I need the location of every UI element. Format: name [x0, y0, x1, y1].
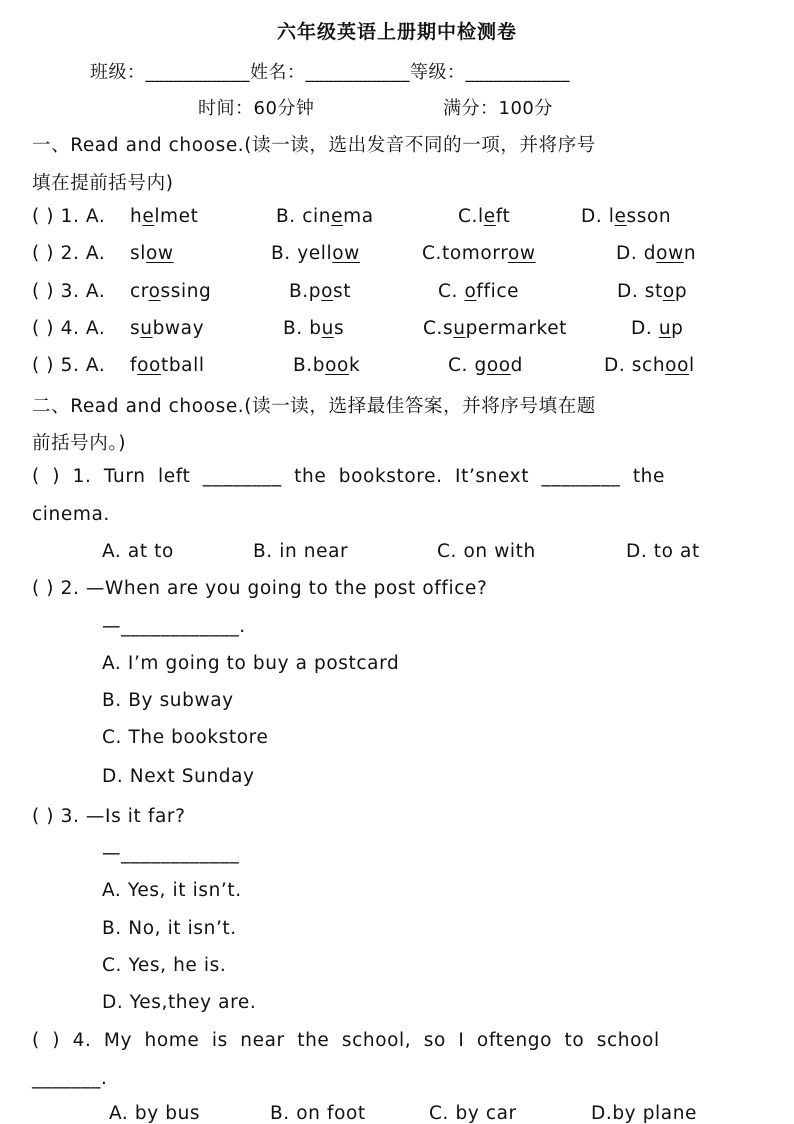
- q3-prefix: ( ) 3. A.: [32, 281, 106, 302]
- option-text: C.l: [458, 206, 484, 227]
- option-text: B. b: [283, 318, 322, 339]
- option-text: B.p: [289, 281, 322, 302]
- time-info: 时间：60分钟: [198, 98, 315, 119]
- option-text: st: [333, 281, 352, 302]
- underlined-letters: u: [658, 318, 672, 339]
- underlined-letters: oo: [665, 355, 689, 376]
- option-text: D. sch: [604, 355, 666, 376]
- s1-q2-option-c: [422, 243, 536, 264]
- option-text: B. cin: [276, 206, 332, 227]
- underlined-letters: oo: [137, 355, 161, 376]
- info-row: [90, 58, 570, 84]
- underlined-letters: ow: [145, 243, 174, 264]
- s1-q5-option-d: [604, 355, 695, 376]
- option-text: D. l: [581, 206, 615, 227]
- q1-stem-cont: cinema.: [32, 504, 110, 525]
- s1-q5-option-a: [130, 355, 205, 376]
- q4-option-a: A. by bus: [109, 1103, 201, 1124]
- section2-heading-2: 前括号内。): [32, 433, 127, 454]
- q2-blank: —____________.: [102, 616, 246, 637]
- s1-q1-option-a: [130, 206, 199, 227]
- underlined-letters: oo: [486, 355, 511, 376]
- q4-option-b: B. on foot: [270, 1103, 366, 1124]
- option-text: p: [674, 281, 688, 302]
- s1-q5-option-c: [448, 355, 523, 376]
- option-text: C. g: [448, 355, 487, 376]
- q4-option-c: C. by car: [429, 1103, 517, 1124]
- page-title: 六年级英语上册期中检测卷: [276, 21, 517, 43]
- s1-q3-option-c: [438, 281, 519, 302]
- section1-heading-2: 填在提前括号内): [32, 173, 174, 194]
- option-text: C.: [438, 281, 465, 302]
- option-text: k: [348, 355, 361, 376]
- option-text: l: [689, 355, 695, 376]
- option-text: lmet: [154, 206, 199, 227]
- q4-stem-cont: _______.: [32, 1068, 108, 1089]
- grade-label: 等级：: [410, 62, 466, 83]
- q4-option-d: D.by plane: [591, 1103, 698, 1124]
- name-label: 姓名：: [250, 62, 306, 83]
- option-text: permarket: [465, 318, 568, 339]
- s1-q2-option-b: [271, 243, 360, 264]
- grade-blank: ___________: [465, 62, 570, 83]
- underlined-letters: o: [148, 281, 161, 302]
- q1-option-c: C. on with: [437, 541, 536, 562]
- underlined-letters: u: [140, 318, 153, 339]
- q3-blank: —____________: [102, 843, 240, 864]
- option-text: tball: [160, 355, 205, 376]
- s1-q1-option-d: [581, 206, 671, 227]
- underlined-letters: oo: [325, 355, 349, 376]
- q2-option-a: A. I’m going to buy a postcard: [102, 653, 400, 674]
- q3-option-b: B. No, it isn’t.: [102, 918, 237, 939]
- class-blank: ___________: [145, 62, 250, 83]
- option-text: p: [671, 318, 684, 339]
- option-text: h: [130, 206, 143, 227]
- underlined-letters: o: [662, 281, 675, 302]
- q1-option-d: D. to at: [626, 541, 700, 562]
- underlined-letters: u: [321, 318, 334, 339]
- s1-q1-option-c: [458, 206, 510, 227]
- q5-prefix: ( ) 5. A.: [32, 355, 106, 376]
- underlined-letters: e: [331, 206, 344, 227]
- option-text: s: [333, 318, 345, 339]
- q1-stem: ( ) 1. Turn left ________ the bookstore. It’snext ________ the: [32, 466, 665, 487]
- option-text: sson: [626, 206, 672, 227]
- score-info: 满分：100分: [443, 98, 553, 119]
- s1-q5-option-b: [293, 355, 360, 376]
- name-blank: ___________: [305, 62, 410, 83]
- s1-q3-option-a: [130, 281, 211, 302]
- q2-option-b: B. By subway: [102, 690, 234, 711]
- section2-heading-1: 二、Read and choose.(读一读，选择最佳答案，并将序号填在题: [32, 396, 596, 417]
- option-text: C.s: [423, 318, 454, 339]
- option-text: ft: [495, 206, 511, 227]
- underlined-letters: e: [142, 206, 155, 227]
- q3-option-a: A. Yes, it isn’t.: [102, 880, 242, 901]
- option-text: s: [130, 318, 141, 339]
- option-text: sl: [130, 243, 146, 264]
- q4-stem: ( ) 4. My home is near the school, so I oftengo to school: [32, 1030, 660, 1051]
- underlined-letters: e: [614, 206, 627, 227]
- option-text: B. yell: [271, 243, 333, 264]
- q3-option-d: D. Yes,they are.: [102, 992, 257, 1013]
- underlined-letters: ow: [332, 243, 360, 264]
- option-text: bway: [152, 318, 205, 339]
- underlined-letters: u: [453, 318, 466, 339]
- option-text: n: [683, 243, 697, 264]
- option-text: C.tomorr: [422, 243, 508, 264]
- q2-option-d: D. Next Sunday: [102, 766, 255, 787]
- s1-q4-option-b: [283, 318, 344, 339]
- q3-option-c: C. Yes, he is.: [102, 955, 227, 976]
- s1-q3-option-d: [617, 281, 687, 302]
- option-text: D. d: [616, 243, 657, 264]
- s1-q4-option-a: [130, 318, 204, 339]
- q1-option-b: B. in near: [253, 541, 349, 562]
- s1-q1-option-b: [276, 206, 374, 227]
- option-text: cr: [130, 281, 149, 302]
- q4-prefix: ( ) 4. A.: [32, 318, 106, 339]
- underlined-letters: ow: [508, 243, 536, 264]
- q2-prefix: ( ) 2. A.: [32, 243, 106, 264]
- option-text: ssing: [160, 281, 212, 302]
- section1-heading-1: 一、Read and choose.(读一读，选出发音不同的一项，并将序号: [32, 135, 596, 156]
- underlined-letters: ow: [656, 243, 684, 264]
- q2-option-c: C. The bookstore: [102, 727, 269, 748]
- q1-prefix: ( ) 1. A.: [32, 206, 106, 227]
- s1-q2-option-a: [130, 243, 174, 264]
- option-text: B.b: [293, 355, 326, 376]
- option-text: ma: [343, 206, 374, 227]
- s1-q2-option-d: [616, 243, 696, 264]
- q1-option-a: A. at to: [102, 541, 174, 562]
- q3-stem: ( ) 3. —Is it far?: [32, 806, 186, 827]
- underlined-letters: o: [321, 281, 334, 302]
- s1-q4-option-c: [423, 318, 567, 339]
- option-text: D. st: [617, 281, 663, 302]
- option-text: D.: [631, 318, 659, 339]
- option-text: d: [510, 355, 524, 376]
- underlined-letters: o: [464, 281, 477, 302]
- s1-q3-option-b: [289, 281, 351, 302]
- option-text: f: [130, 355, 138, 376]
- class-label: 班级：: [90, 62, 146, 83]
- s1-q4-option-d: [631, 318, 683, 339]
- q2-stem: ( ) 2. —When are you going to the post office?: [32, 578, 488, 599]
- option-text: ffice: [476, 281, 520, 302]
- underlined-letters: e: [483, 206, 496, 227]
